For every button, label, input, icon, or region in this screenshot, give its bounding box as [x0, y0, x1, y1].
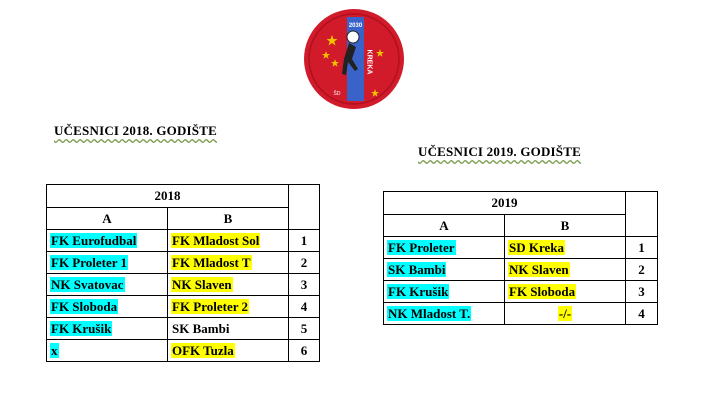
team-name: FK Proleter 2 — [172, 298, 249, 314]
team-name: FK Krušik — [51, 320, 112, 336]
group-b-cell — [168, 296, 289, 318]
table-2019-col-b: B — [505, 215, 626, 237]
row-number: 1 — [626, 237, 658, 259]
group-a-cell — [47, 296, 168, 318]
team-name: FK Mladost Sol — [172, 232, 260, 248]
table-row — [47, 252, 320, 274]
team-name: SK Bambi — [388, 261, 446, 277]
table-row — [384, 259, 658, 281]
group-a-cell — [47, 340, 168, 362]
table-2018-col-b: B — [168, 208, 289, 230]
table-row — [47, 274, 320, 296]
group-b-cell — [168, 340, 289, 362]
team-name: FK Proleter 1 — [51, 254, 128, 270]
table-2018-title: 2018 — [47, 185, 289, 208]
team-name: FK Krušik — [388, 283, 449, 299]
team-name — [47, 208, 320, 230]
group-b-cell — [168, 274, 289, 296]
team-name: FK Sloboda — [509, 283, 576, 299]
group-a-cell — [47, 318, 168, 340]
table-row — [384, 303, 658, 325]
logo-name: KREKA — [365, 49, 373, 75]
heading-2018: UČESNICI 2018. GODIŠTE — [54, 123, 217, 138]
team-name: NK Mladost T. — [388, 305, 471, 321]
team-name: -/- — [558, 305, 572, 321]
row-number: 2 — [626, 259, 658, 281]
row-number: 1 — [289, 230, 320, 252]
group-a-cell — [384, 259, 505, 281]
group-b-cell — [505, 303, 626, 325]
group-a-cell — [384, 237, 505, 259]
group-b-cell — [168, 318, 289, 340]
group-a-cell — [47, 252, 168, 274]
group-a-cell — [384, 281, 505, 303]
club-logo — [302, 7, 406, 111]
row-number: 4 — [289, 296, 320, 318]
table-2018 — [46, 184, 320, 362]
table-row — [384, 281, 658, 303]
group-a-cell — [47, 230, 168, 252]
group-b-cell — [505, 237, 626, 259]
team-name: FK Sloboda — [51, 298, 118, 314]
group-a-cell — [384, 303, 505, 325]
logo-year: 2030 — [348, 23, 363, 29]
table-row — [47, 230, 320, 252]
group-b-cell — [168, 230, 289, 252]
team-name: NK Slaven — [509, 261, 569, 277]
table-row — [47, 318, 320, 340]
team-name: NK Slaven — [172, 276, 232, 292]
group-b-cell — [168, 252, 289, 274]
table-2019-col-a: A — [384, 215, 505, 237]
team-name — [47, 185, 320, 208]
table-2019-blank — [626, 192, 658, 237]
group-a-cell — [47, 274, 168, 296]
team-name: NK Svatovac — [51, 276, 124, 292]
table-row — [384, 237, 658, 259]
table-row — [47, 340, 320, 362]
logo-suffix: ŠD — [333, 91, 341, 97]
team-name: SK Bambi — [172, 320, 230, 336]
table-2019-title: 2019 — [384, 192, 626, 215]
row-number: 2 — [289, 252, 320, 274]
team-name: x — [51, 342, 58, 358]
table-2018-col-a: A — [47, 208, 168, 230]
row-number: 5 — [289, 318, 320, 340]
row-number: 4 — [626, 303, 658, 325]
team-name — [384, 192, 658, 215]
heading-2019: UČESNICI 2019. GODIŠTE — [418, 144, 581, 159]
group-b-cell — [505, 281, 626, 303]
row-number: 3 — [289, 274, 320, 296]
table-2019 — [383, 191, 658, 325]
team-name: FK Eurofudbal — [51, 232, 137, 248]
team-name: FK Mladost T — [172, 254, 251, 270]
row-number: 3 — [626, 281, 658, 303]
team-name: FK Proleter — [388, 239, 455, 255]
group-b-cell — [505, 259, 626, 281]
team-name — [384, 215, 658, 237]
table-2018-blank — [289, 185, 320, 230]
row-number: 6 — [289, 340, 320, 362]
table-row — [47, 296, 320, 318]
team-name: OFK Tuzla — [172, 342, 234, 358]
team-name: SD Kreka — [509, 239, 565, 255]
